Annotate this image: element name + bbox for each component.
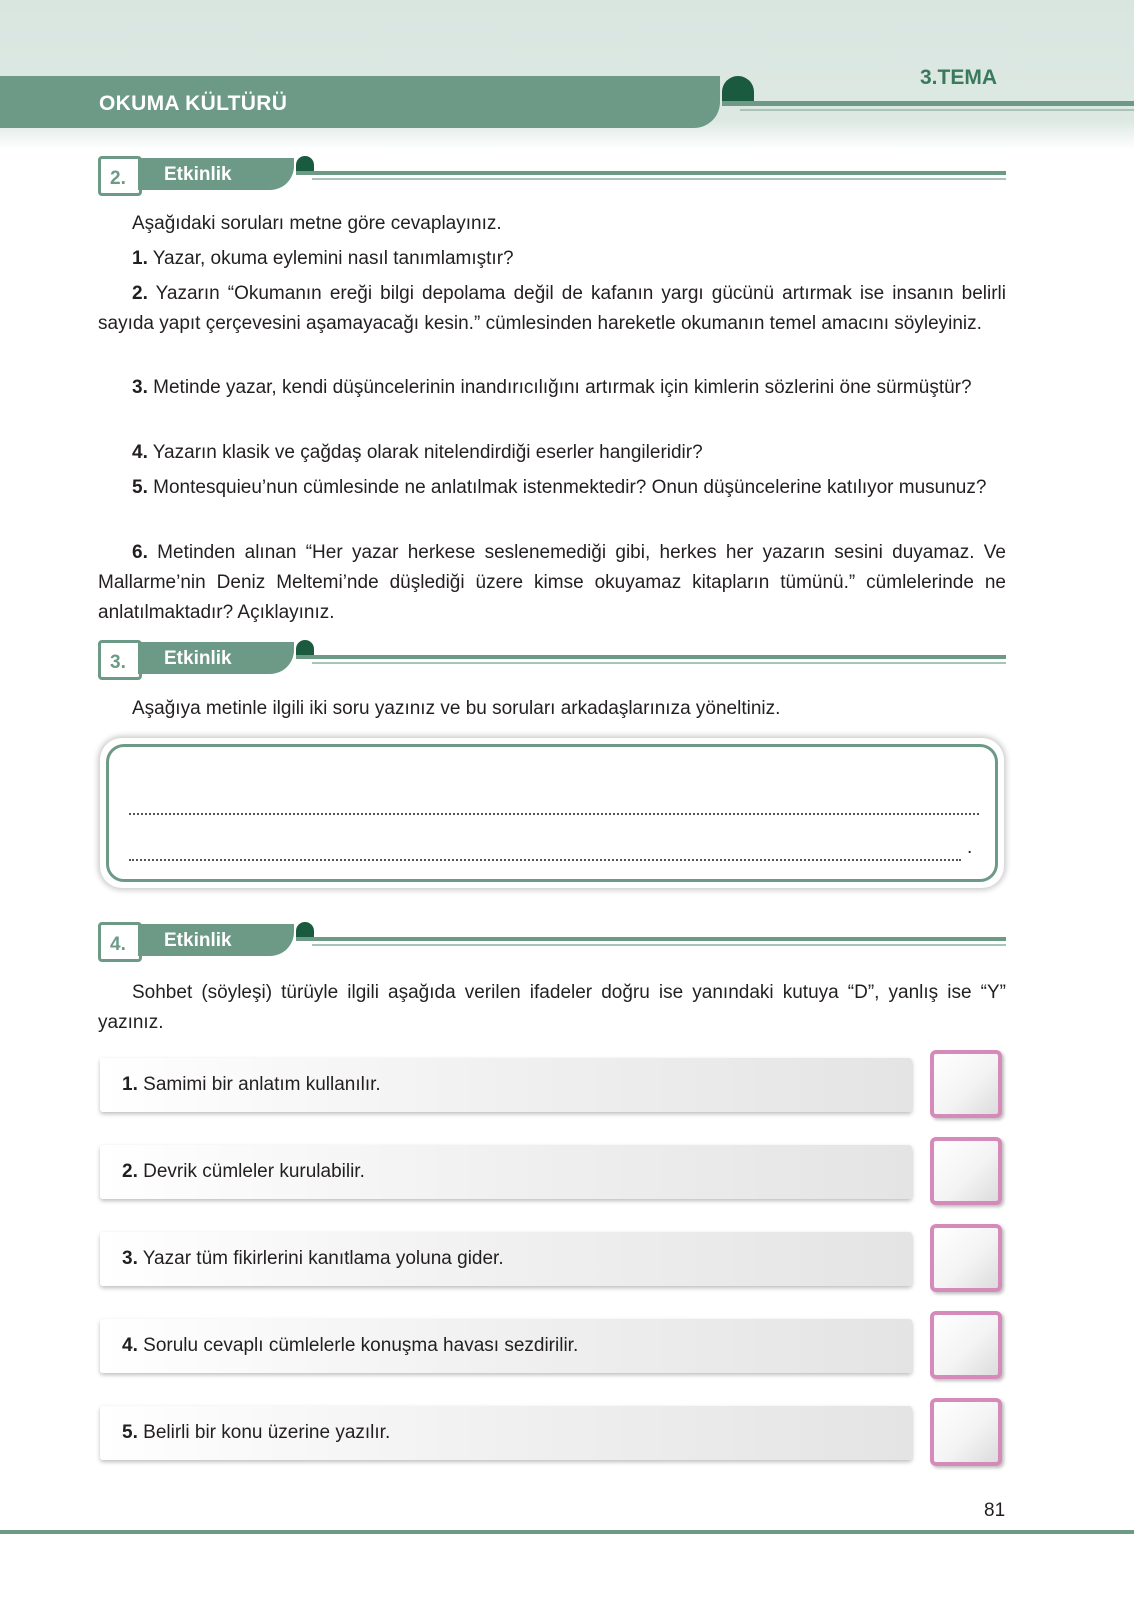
question-5 <box>98 473 1006 503</box>
activity-rule-thin <box>312 944 1006 946</box>
statement-text <box>122 1161 365 1183</box>
question-4 <box>98 438 1006 468</box>
activity-number: 4. <box>110 934 126 955</box>
question-number: 2. <box>132 283 148 304</box>
activity-4-header <box>98 920 1006 960</box>
activity-rule-thin <box>312 178 1006 180</box>
theme-label: 3.TEMA <box>920 66 998 89</box>
activity-number: 3. <box>110 652 126 673</box>
activity-label: Etkinlik <box>164 164 232 185</box>
answer-box-5[interactable] <box>930 1398 1002 1466</box>
question-6 <box>98 538 1006 628</box>
answer-box-2[interactable] <box>930 1137 1002 1205</box>
header-rule-thin <box>740 109 1134 111</box>
statement-row-5 <box>100 1406 912 1460</box>
statement-number: 2. <box>122 1161 138 1182</box>
statement-text <box>122 1422 390 1444</box>
activity-rule <box>296 937 1006 941</box>
footer-rule <box>0 1530 1134 1534</box>
header-tab-peak <box>722 76 754 102</box>
activity-3-header <box>98 638 1006 678</box>
dotted-line-2[interactable] <box>129 839 961 861</box>
statement-text <box>122 1074 381 1096</box>
answer-box-4[interactable] <box>930 1311 1002 1379</box>
question-number: 3. <box>132 377 148 398</box>
question-number: 4. <box>132 442 148 463</box>
statement-text <box>122 1248 504 1270</box>
header-rule <box>722 101 1134 106</box>
statement-row-1 <box>100 1058 912 1112</box>
question-number: 5. <box>132 477 148 498</box>
statement-number: 4. <box>122 1335 138 1356</box>
question-1 <box>98 244 1006 274</box>
answer-writing-frame[interactable] <box>106 744 998 882</box>
answer-box-3[interactable] <box>930 1224 1002 1292</box>
question-number: 1. <box>132 248 148 269</box>
activity-label: Etkinlik <box>164 930 232 951</box>
question-text: Metinde yazar, kendi düşüncelerinin inandırıcılığını artırmak için kimlerin sözlerini öne sürmüştür? <box>153 377 972 398</box>
statement-number: 5. <box>122 1422 138 1443</box>
activity-number: 2. <box>110 168 126 189</box>
dotted-line-1[interactable] <box>129 793 979 815</box>
activity-rule <box>296 655 1006 659</box>
statement-label: Samimi bir anlatım kullanılır. <box>143 1074 381 1095</box>
activity-peak <box>296 640 314 656</box>
statement-row-2 <box>100 1145 912 1199</box>
activity-label: Etkinlik <box>164 648 232 669</box>
question-2 <box>98 279 1006 339</box>
statement-label: Belirli bir konu üzerine yazılır. <box>143 1422 391 1443</box>
activity-rule <box>296 171 1006 175</box>
answer-box-1[interactable] <box>930 1050 1002 1118</box>
statement-label: Sorulu cevaplı cümlelerle konuşma havası sezdirilir. <box>143 1335 579 1356</box>
page-number: 81 <box>984 1500 1006 1521</box>
statement-label: Yazar tüm fikirlerini kanıtlama yoluna gider. <box>142 1248 504 1269</box>
question-text: Yazarın “Okumanın ereği bilgi depolama değil de kafanın yargı gücünü artırmak ise insanın belirli sayıda yapıt çerçevesini aşamayacağı kesin.” cümlesinden hareketle okumanın temel amacını söyleyiniz. <box>98 283 1007 334</box>
question-number: 6. <box>132 542 148 563</box>
question-text: Metinden alınan “Her yazar herkese seslenemediği gibi, herkes her yazarın sesini duyamaz. Ve Mallarme’nin Deniz Meltemi’nde düşlediği üzere kimse okuyamaz kitapların tümünü.” cümlelerinde ne anlatılmaktadır? Açıklayınız. <box>98 542 1006 623</box>
statement-row-3 <box>100 1232 912 1286</box>
question-text: Yazar, okuma eylemini nasıl tanımlamıştır? <box>152 248 514 269</box>
question-3 <box>98 373 1006 403</box>
question-text: Yazarın klasik ve çağdaş olarak nitelendirdiği eserler hangileridir? <box>152 442 703 463</box>
activity-peak <box>296 156 314 172</box>
activity-2-header <box>98 154 1006 194</box>
statement-text <box>122 1335 578 1357</box>
question-text: Montesquieu’nun cümlesinde ne anlatılmak istenmektedir? Onun düşüncelerine katılıyor musunuz? <box>153 477 987 498</box>
activity-peak <box>296 922 314 938</box>
statement-number: 3. <box>122 1248 138 1269</box>
statement-number: 1. <box>122 1074 138 1095</box>
activity-2-intro: Aşağıdaki soruları metne göre cevaplayınız. <box>132 213 502 234</box>
activity-4-intro: Sohbet (söyleşi) türüyle ilgili aşağıda verilen ifadeler doğru ise yanındaki kutuya “D”, yanlış ise “Y” yazınız. <box>98 982 1006 1033</box>
statement-row-4 <box>100 1319 912 1373</box>
chapter-title: OKUMA KÜLTÜRÜ <box>99 92 288 115</box>
answer-writing-box <box>100 738 1004 888</box>
activity-3-intro: Aşağıya metinle ilgili iki soru yazınız ve bu soruları arkadaşlarınıza yöneltiniz. <box>132 698 781 719</box>
statement-label: Devrik cümleler kurulabilir. <box>143 1161 365 1182</box>
dotted-line-end-mark: . <box>967 837 973 858</box>
activity-rule-thin <box>312 662 1006 664</box>
